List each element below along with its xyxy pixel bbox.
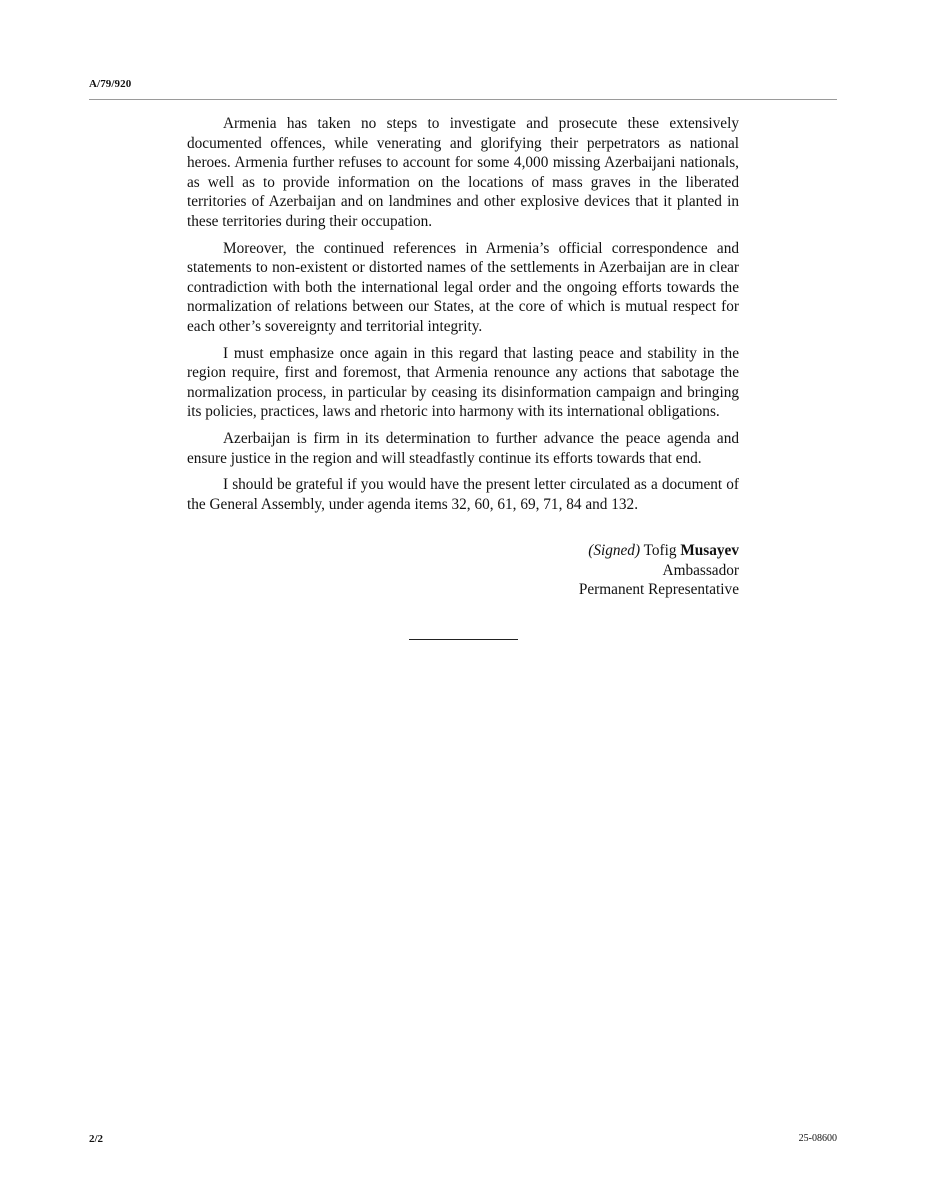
signature-block [579, 541, 739, 600]
paragraph-5: I should be grateful if you would have the present letter circulated as a document of the General Assembly, under agenda items 32, 60, 61, 69, 71, 84 and 132. [187, 476, 739, 513]
signatory-title: Ambassador [662, 561, 739, 579]
signatory-surname: Musayev [680, 542, 739, 559]
paragraph-3: I must emphasize once again in this regard that lasting peace and stability in the region require, first and foremost, that Armenia renounce any actions that sabotage the normalization process, in particular by ceasing its disinformation campaign and bringing its policies, practices, laws and rhetoric into harmony with its international obligations. [187, 344, 739, 421]
letter-body [187, 114, 739, 521]
paragraph-2: Moreover, the continued references in Armenia’s official correspondence and statements to non-existent or distorted names of the settlements in Azerbaijan are in clear contradiction with both the international legal order and the ongoing efforts towards the normalization of relations between our States, at the core of which is mutual respect for each other’s sovereignty and territorial integrity. [187, 239, 739, 335]
signatory-given-name: Tofig [643, 542, 677, 559]
page-number: 2/2 [89, 1133, 104, 1145]
end-of-document-rule [409, 639, 518, 640]
job-number: 25-08600 [798, 1133, 837, 1144]
signed-label: (Signed) [588, 542, 641, 559]
paragraph-1: Armenia has taken no steps to investigate and prosecute these extensively documented offences, while venerating and glorifying their perpetrators as national heroes. Armenia further refuses to account for some 4,000 missing Azerbaijani nationals, as well as to provide information on the locations of mass graves in the liberated territories of Azerbaijan and on landmines and other explosive devices that it planted in these territories during their occupation. [187, 115, 739, 230]
signatory-line [579, 541, 739, 561]
header-divider [89, 99, 837, 100]
paragraph-4: Azerbaijan is firm in its determination to further advance the peace agenda and ensure justice in the region and will steadfastly continue its efforts towards that end. [187, 429, 739, 467]
document-symbol: A/79/920 [89, 78, 132, 90]
signatory-position: Permanent Representative [578, 581, 739, 599]
